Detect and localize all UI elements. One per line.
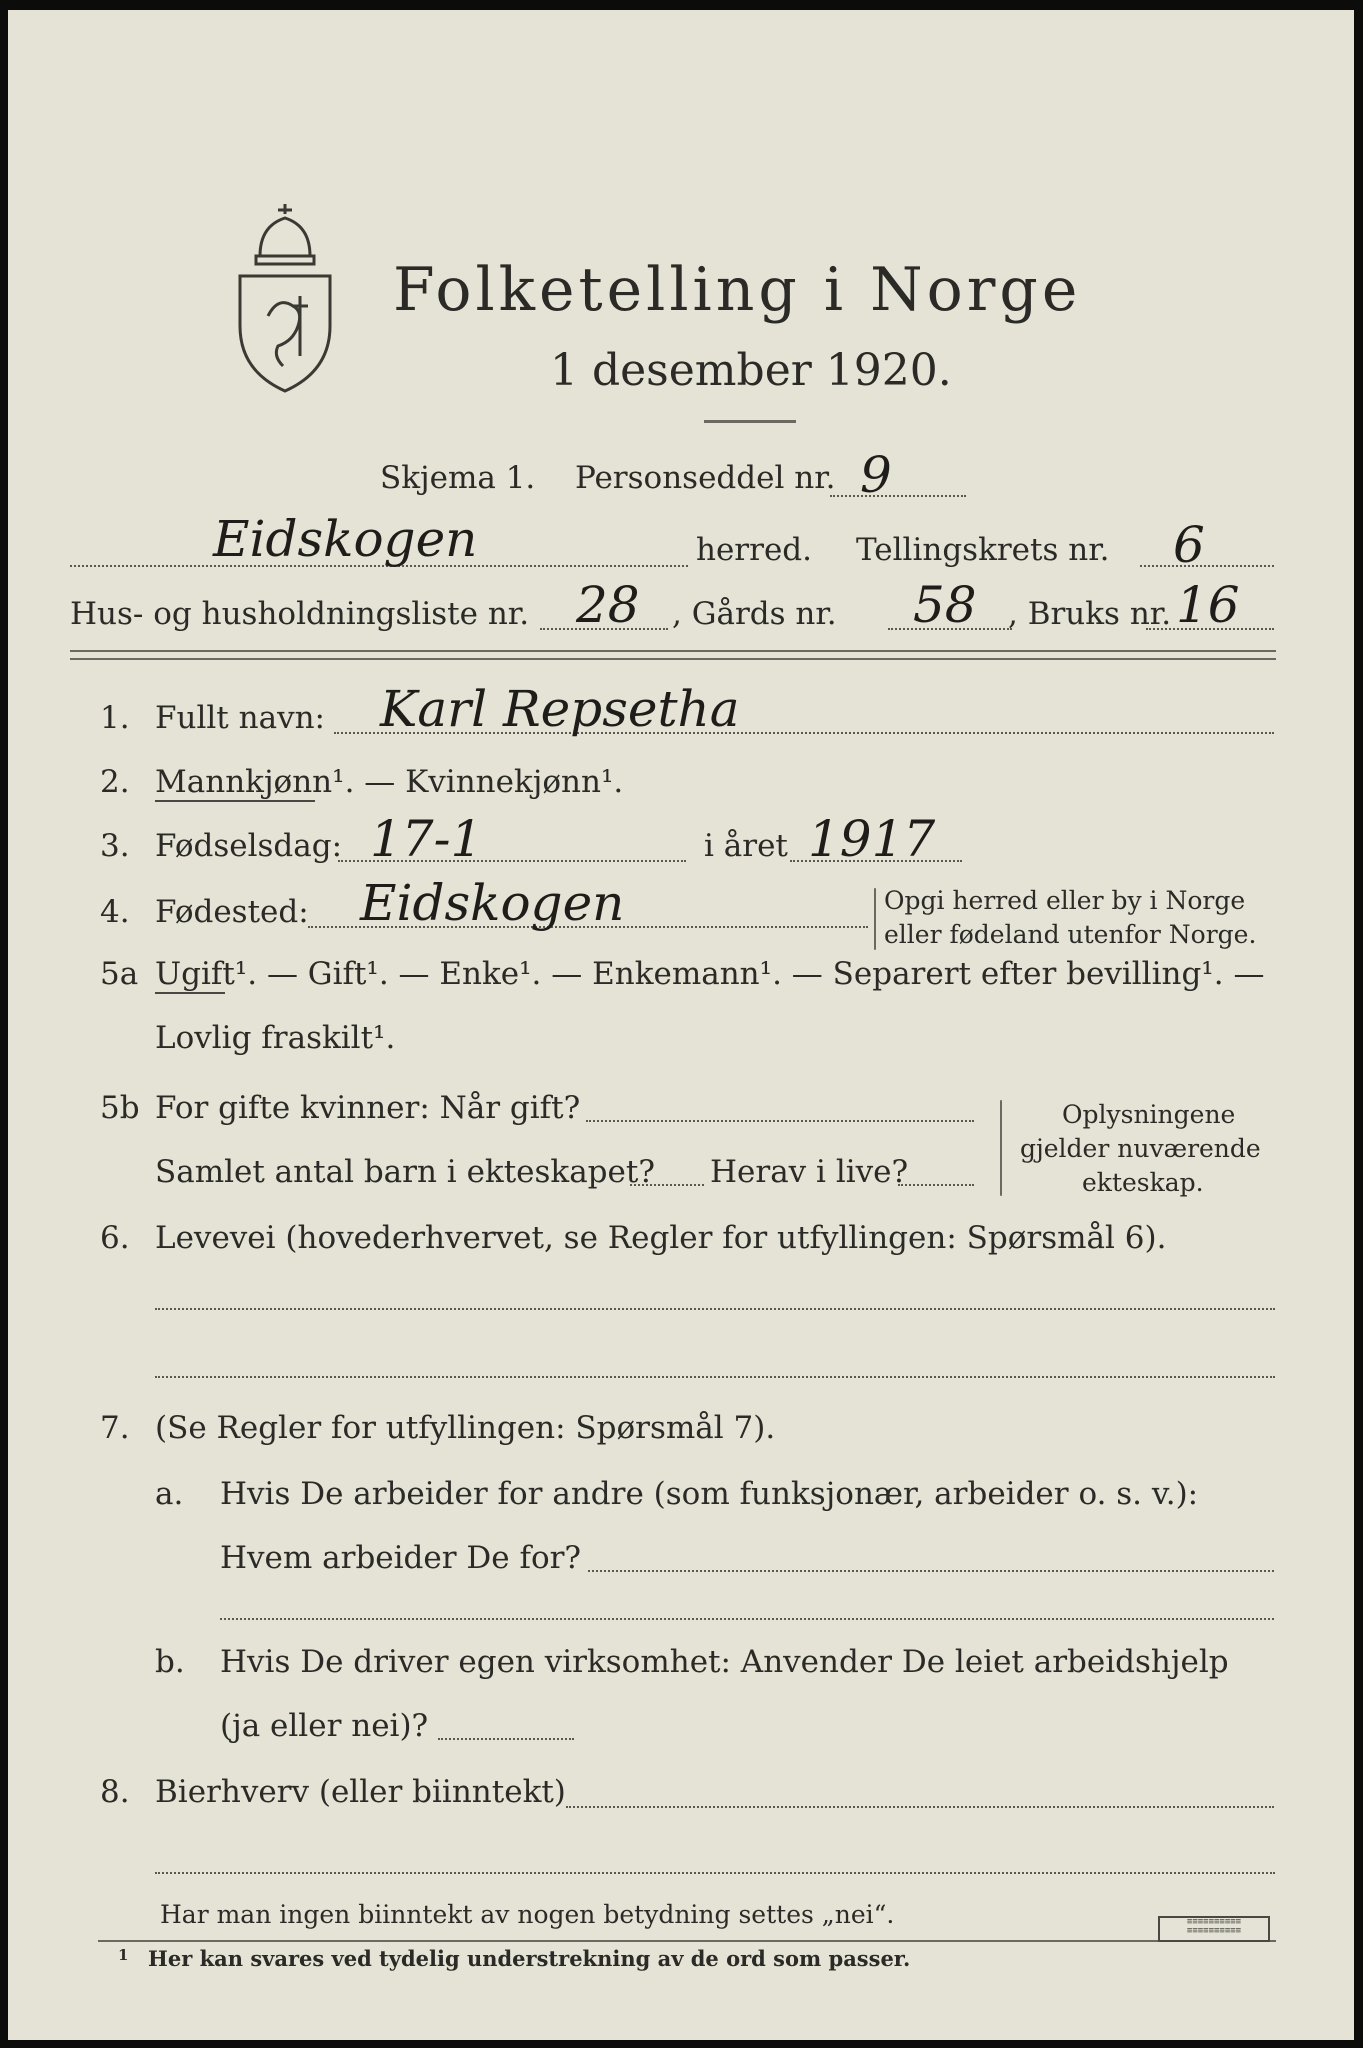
- form-date: 1 desember 1920.: [550, 345, 952, 396]
- q7b-number: b.: [155, 1644, 185, 1680]
- q1-value: Karl Repsetha: [380, 680, 740, 738]
- q5b-line-1: For gifte kvinner: Når gift?: [155, 1090, 581, 1126]
- q8-line-2: [155, 1872, 1275, 1874]
- title-divider: [704, 420, 796, 423]
- q6-line-1: [155, 1308, 1275, 1310]
- q7b-line-2: (ja eller nei)?: [220, 1708, 429, 1744]
- coat-of-arms-icon: [230, 196, 340, 396]
- q5b-alive-line: [898, 1184, 974, 1186]
- q4-label: Fødested:: [155, 894, 309, 930]
- census-form: [8, 10, 1354, 2040]
- q5a-number: 5a: [100, 956, 139, 992]
- krets-line: [1140, 565, 1274, 567]
- q5b-married-line: [586, 1120, 974, 1122]
- footnote-text: Her kan svares ved tydelig understrekning av de ord som passer.: [148, 1946, 911, 1971]
- q5b-number: 5b: [100, 1090, 140, 1126]
- gards-value: 58: [913, 576, 977, 634]
- q7a-number: a.: [155, 1476, 184, 1512]
- form-title: Folketelling i Norge: [393, 255, 1082, 325]
- footer-rule: [98, 1940, 1276, 1942]
- q5b-note-2: gjelder nuværende: [1020, 1134, 1261, 1163]
- q5b-note-3: ekteskap.: [1082, 1168, 1204, 1197]
- q5b-brace: [1000, 1100, 1002, 1196]
- q5b-children-line: [630, 1184, 704, 1186]
- gards-label: , Gårds nr.: [672, 596, 837, 632]
- q7-label: (Se Regler for utfyllingen: Spørsmål 7).: [155, 1410, 776, 1446]
- footnote-mark: 1: [118, 1946, 129, 1964]
- q4-value: Eidskogen: [360, 874, 625, 932]
- personseddel-line: [830, 495, 966, 497]
- q3-number: 3.: [100, 828, 130, 864]
- q5b-children-label: Samlet antal barn i ekteskapet?: [155, 1154, 655, 1190]
- q3-year-value: 1917: [808, 810, 936, 868]
- q8-number: 8.: [100, 1774, 130, 1810]
- hus-value: 28: [576, 576, 640, 634]
- q3-label: Fødselsdag:: [155, 828, 343, 864]
- q1-label: Fullt navn:: [155, 700, 325, 736]
- printer-stamp: ≡≡≡≡≡≡≡≡≡≡ ≡≡≡≡≡≡≡≡≡≡: [1158, 1916, 1270, 1942]
- q6-number: 6.: [100, 1220, 130, 1256]
- q2-underline-mannkjonn: [155, 800, 315, 802]
- q4-brace: [874, 888, 876, 950]
- q5b-alive-label: Herav i live?: [710, 1154, 909, 1190]
- personseddel-label: Personseddel nr.: [575, 460, 836, 496]
- q3-value: 17-1: [370, 810, 483, 868]
- hus-label: Hus- og husholdningsliste nr.: [70, 596, 530, 632]
- q7a-line-extra: [220, 1618, 1274, 1620]
- q7a-line: [588, 1570, 1274, 1572]
- personseddel-value: 9: [860, 446, 892, 504]
- q8-label: Bierhverv (eller biinntekt): [155, 1774, 566, 1810]
- q5b-note-1: Oplysningene: [1062, 1100, 1236, 1129]
- q7b-line: [438, 1738, 574, 1740]
- skjema-label: Skjema 1.: [380, 460, 536, 496]
- bruks-value: 16: [1176, 576, 1240, 634]
- q7a-line-2: Hvem arbeider De for?: [220, 1540, 582, 1576]
- q6-line-2: [155, 1376, 1275, 1378]
- q4-number: 4.: [100, 894, 130, 930]
- q7b-line-1: Hvis De driver egen virksomhet: Anvender De leiet arbeidshjelp: [220, 1644, 1229, 1680]
- q7a-line-1: Hvis De arbeider for andre (som funksjonær, arbeider o. s. v.):: [220, 1476, 1199, 1512]
- q4-note-1: Opgi herred eller by i Norge: [884, 886, 1246, 915]
- krets-label: Tellingskrets nr.: [856, 532, 1110, 568]
- q1-number: 1.: [100, 700, 130, 736]
- herred-value: Eidskogen: [213, 510, 478, 568]
- q7-number: 7.: [100, 1410, 130, 1446]
- krets-value: 6: [1173, 516, 1205, 574]
- header-rule-2: [70, 658, 1276, 660]
- q2-number: 2.: [100, 764, 130, 800]
- q3-year-label: i året: [704, 828, 788, 864]
- q5a-line-1: Ugift¹. — Gift¹. — Enke¹. — Enkemann¹. — Separert efter bevilling¹. —: [155, 956, 1265, 992]
- q6-label: Levevei (hovederhvervet, se Regler for utfyllingen: Spørsmål 6).: [155, 1220, 1167, 1256]
- footer-note: Har man ingen biinntekt av nogen betydning settes „nei“.: [160, 1900, 895, 1929]
- bruks-label: , Bruks nr.: [1008, 596, 1172, 632]
- q4-note-2: eller fødeland utenfor Norge.: [884, 920, 1257, 949]
- q2-label: Mannkjønn¹. — Kvinnekjønn¹.: [155, 764, 624, 800]
- q5a-line-2: Lovlig fraskilt¹.: [155, 1020, 396, 1056]
- header-rule-1: [70, 650, 1276, 652]
- q8-line: [566, 1806, 1274, 1808]
- q5a-underline-ugift: [155, 992, 225, 994]
- herred-label: herred.: [696, 532, 812, 568]
